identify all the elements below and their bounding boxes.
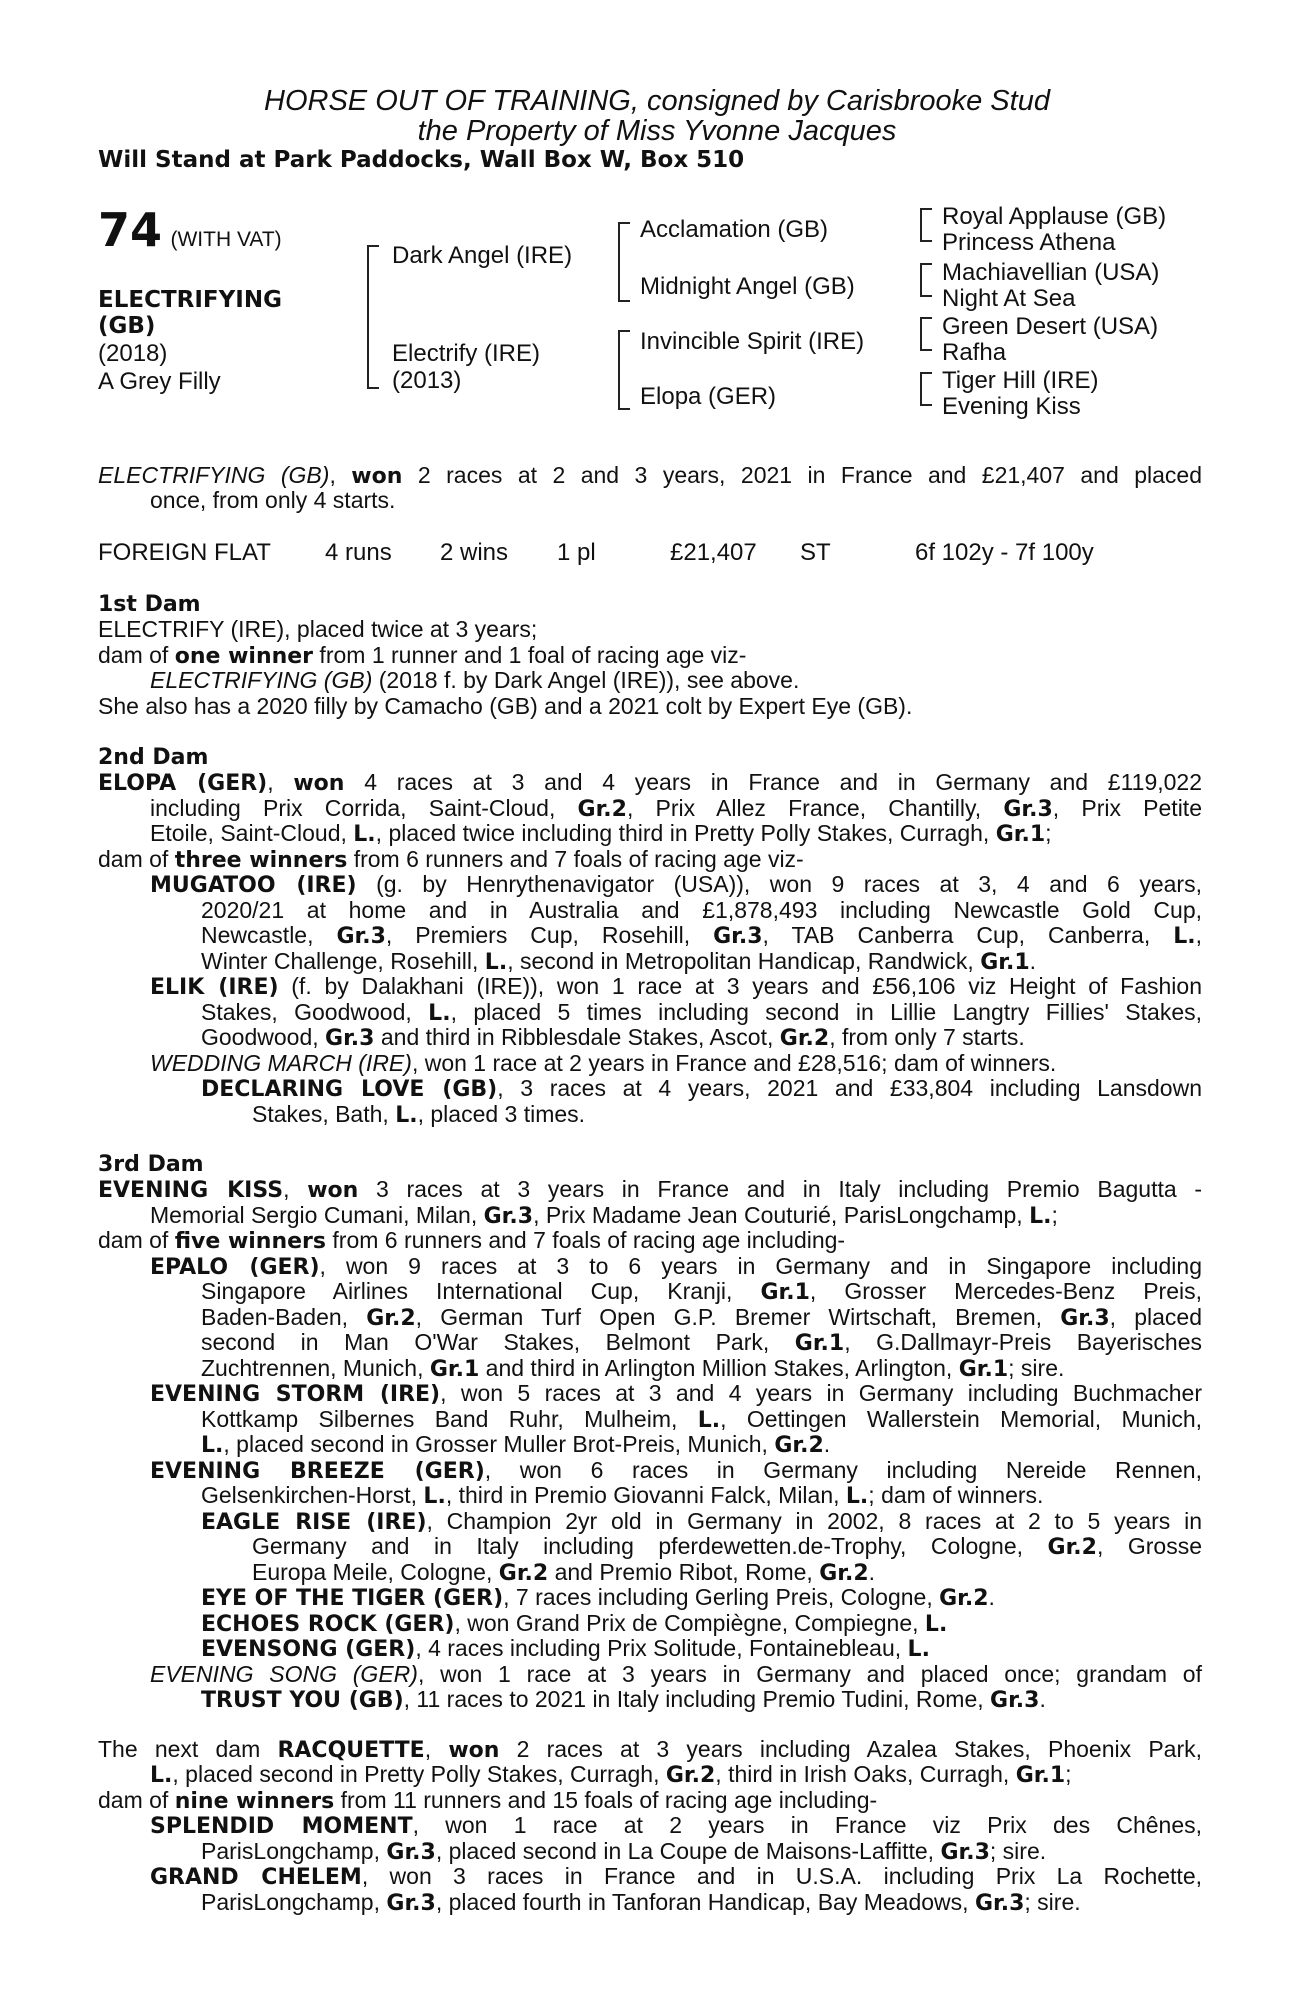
record-wins: 2 wins — [440, 539, 509, 566]
record-runs: 4 runs — [325, 539, 392, 566]
dss: Green Desert (USA) — [942, 313, 1159, 340]
dam-year: (2013) — [392, 367, 462, 394]
progeny-line: Stakes, Bath, L., placed 3 times. — [252, 1101, 586, 1128]
record-type: FOREIGN FLAT — [98, 539, 271, 566]
dam-text-line: dam of nine winners from 11 runners and 15 foals of racing age including- — [98, 1787, 878, 1814]
horse-description: A Grey Filly — [98, 368, 221, 395]
sire-sire: Acclamation (GB) — [640, 216, 829, 243]
record-going: ST — [800, 539, 831, 566]
progeny-line: EYE OF THE TIGER (GER), 7 races including Gerling Preis, Cologne, Gr.2. — [201, 1584, 995, 1611]
horse-name-line2: (GB) — [98, 313, 156, 339]
progeny-line: EPALO (GER), won 9 races at 3 to 6 years in Germany and in Singapore including — [150, 1253, 1202, 1280]
ddd: Evening Kiss — [942, 393, 1081, 420]
horse-year: (2018) — [98, 340, 168, 367]
progeny-line: TRUST YOU (GB), 11 races to 2021 in Italy including Premio Tudini, Rome, Gr.3. — [201, 1686, 1046, 1713]
dam-text-line: EVENING KISS, won 3 races at 3 years in France and in Italy including Premio Bagutta - — [98, 1176, 1203, 1203]
progeny-line: ELIK (IRE) (f. by Dalakhani (IRE)), won 1 race at 3 years and £56,106 viz Height of Fashion — [150, 973, 1202, 1000]
dam-text-line: L., placed second in Pretty Polly Stakes, Curragh, Gr.2, third in Irish Oaks, Curragh, Gr.1; — [150, 1761, 1072, 1788]
progeny-line: EVENSONG (GER), 4 races including Prix Solitude, Fontainebleau, L. — [201, 1635, 930, 1662]
progeny-line: Gelsenkirchen-Horst, L., third in Premio Giovanni Falck, Milan, L.; dam of winners. — [201, 1482, 1044, 1509]
dam-text-line: ELECTRIFYING (GB) (2018 f. by Dark Angel (IRE)), see above. — [150, 667, 800, 693]
progeny-line: Winter Challenge, Rosehill, L., second in Metropolitan Handicap, Randwick, Gr.1. — [201, 948, 1037, 975]
pedigree-brace — [920, 208, 932, 242]
progeny-line: Stakes, Goodwood, L., placed 5 times including second in Lillie Langtry Fillies' Stakes, — [201, 999, 1203, 1026]
progeny-line: EAGLE RISE (IRE), Champion 2yr old in Germany in 2002, 8 races at 2 to 5 years in — [201, 1508, 1202, 1535]
dam: Electrify (IRE) — [392, 340, 541, 367]
pedigree-brace — [618, 330, 630, 410]
sds: Machiavellian (USA) — [942, 259, 1160, 286]
sss: Royal Applause (GB) — [942, 203, 1167, 230]
progeny-line: WEDDING MARCH (IRE), won 1 race at 2 years in France and £28,516; dam of winners. — [150, 1050, 1057, 1076]
dam-text-line: ELECTRIFY (IRE), placed twice at 3 years; — [98, 616, 538, 642]
section-heading: 1st Dam — [98, 592, 201, 617]
pedigree-brace — [920, 372, 932, 406]
dam-text-line: She also has a 2020 filly by Camacho (GB) and a 2021 colt by Expert Eye (GB). — [98, 693, 913, 719]
dam-dam: Elopa (GER) — [640, 383, 777, 410]
progeny-line: second in Man O'War Stakes, Belmont Park, Gr.1, G.Dallmayr-Preis Bayerisches — [201, 1329, 1202, 1356]
sire-dam: Midnight Angel (GB) — [640, 273, 855, 300]
record-earnings: £21,407 — [670, 539, 757, 566]
progeny-line: EVENING SONG (GER), won 1 race at 3 years in Germany and placed once; grandam of — [150, 1661, 1202, 1687]
summary-line: ELECTRIFYING (GB), won 2 races at 2 and 3 years, 2021 in France and £21,407 and placed — [98, 462, 1202, 489]
progeny-line: GRAND CHELEM, won 3 races in France and in U.S.A. including Prix La Rochette, — [150, 1863, 1202, 1890]
lot-block — [98, 205, 282, 255]
sdd: Night At Sea — [942, 285, 1076, 312]
dam-text-line: dam of three winners from 6 runners and 7 foals of racing age viz- — [98, 846, 804, 873]
progeny-line: SPLENDID MOMENT, won 1 race at 2 years in France viz Prix des Chênes, — [150, 1812, 1203, 1839]
progeny-line: Zuchtrennen, Munich, Gr.1 and third in Arlington Million Stakes, Arlington, Gr.1; sire. — [201, 1355, 1065, 1382]
progeny-line: MUGATOO (IRE) (g. by Henrythenavigator (USA)), won 9 races at 3, 4 and 6 years, — [150, 871, 1202, 898]
ssd: Princess Athena — [942, 229, 1116, 256]
stand-location: Will Stand at Park Paddocks, Wall Box W, Box 510 — [98, 147, 745, 173]
pedigree-brace — [920, 317, 932, 351]
dam-text-line: dam of five winners from 6 runners and 7 foals of racing age including- — [98, 1227, 846, 1254]
section-heading: 2nd Dam — [98, 745, 209, 770]
horse-details — [98, 340, 221, 396]
dam-text-line: including Prix Corrida, Saint-Cloud, Gr.2, Prix Allez France, Chantilly, Gr.3, Prix Petite — [150, 795, 1202, 822]
progeny-line: Europa Meile, Cologne, Gr.2 and Premio Ribot, Rome, Gr.2. — [252, 1559, 876, 1586]
catalogue-subtitle: the Property of Miss Yvonne Jacques — [417, 115, 897, 147]
progeny-line: ParisLongchamp, Gr.3, placed second in La Coupe de Maisons-Laffitte, Gr.3; sire. — [201, 1838, 1047, 1865]
record-distance: 6f 102y - 7f 100y — [915, 539, 1094, 566]
lot-number: 74 — [98, 203, 163, 257]
record-placed: 1 pl — [557, 539, 596, 566]
pedigree-brace — [920, 263, 932, 297]
horse-name — [98, 287, 282, 339]
catalogue-title: HORSE OUT OF TRAINING, consigned by Carisbrooke Stud — [264, 85, 1050, 117]
progeny-line: ECHOES ROCK (GER), won Grand Prix de Compiègne, Compiegne, L. — [201, 1610, 948, 1637]
dsd: Rafha — [942, 339, 1007, 366]
progeny-line: DECLARING LOVE (GB), 3 races at 4 years, 2021 and £33,804 including Lansdown — [201, 1075, 1202, 1102]
dam-text-line: Memorial Sergio Cumani, Milan, Gr.3, Prix Madame Jean Couturié, ParisLongchamp, L.; — [150, 1202, 1058, 1229]
pedigree-brace — [618, 222, 630, 302]
vat-label: (WITH VAT) — [170, 228, 282, 251]
dds: Tiger Hill (IRE) — [942, 367, 1099, 394]
pedigree-brace — [367, 245, 379, 389]
progeny-line: Goodwood, Gr.3 and third in Ribblesdale Stakes, Ascot, Gr.2, from only 7 starts. — [201, 1024, 1025, 1051]
section-heading: 3rd Dam — [98, 1152, 204, 1177]
progeny-line: 2020/21 at home and in Australia and £1,878,493 including Newcastle Gold Cup, — [201, 897, 1202, 923]
dam-text-line: Etoile, Saint-Cloud, L., placed twice including third in Pretty Polly Stakes, Curragh, Gr.1; — [150, 820, 1052, 847]
horse-name-line1: ELECTRIFYING — [98, 287, 282, 313]
dam-text-line: dam of one winner from 1 runner and 1 foal of racing age viz- — [98, 642, 747, 669]
progeny-line: Germany and in Italy including pferdewetten.de-Trophy, Cologne, Gr.2, Grosse — [252, 1533, 1202, 1560]
sire: Dark Angel (IRE) — [392, 242, 573, 269]
progeny-line: ParisLongchamp, Gr.3, placed fourth in Tanforan Handicap, Bay Meadows, Gr.3; sire. — [201, 1889, 1081, 1916]
progeny-line: Baden-Baden, Gr.2, German Turf Open G.P. Bremer Wirtschaft, Bremen, Gr.3, placed — [201, 1304, 1202, 1331]
dam-text-line: ELOPA (GER), won 4 races at 3 and 4 years in France and in Germany and £119,022 — [98, 769, 1203, 796]
dam-text-line: The next dam RACQUETTE, won 2 races at 3 years including Azalea Stakes, Phoenix Park, — [98, 1736, 1202, 1763]
dam-sire: Invincible Spirit (IRE) — [640, 328, 865, 355]
progeny-line: EVENING STORM (IRE), won 5 races at 3 and 4 years in Germany including Buchmacher — [150, 1380, 1202, 1407]
progeny-line: L., placed second in Grosser Muller Brot-Preis, Munich, Gr.2. — [201, 1431, 831, 1458]
progeny-line: EVENING BREEZE (GER), won 6 races in Germany including Nereide Rennen, — [150, 1457, 1202, 1484]
progeny-line: Singapore Airlines International Cup, Kranji, Gr.1, Grosser Mercedes-Benz Preis, — [201, 1278, 1202, 1305]
summary-line: once, from only 4 starts. — [150, 487, 396, 513]
progeny-line: Newcastle, Gr.3, Premiers Cup, Rosehill, Gr.3, TAB Canberra Cup, Canberra, L., — [201, 922, 1202, 949]
progeny-line: Kottkamp Silbernes Band Ruhr, Mulheim, L., Oettingen Wallerstein Memorial, Munich, — [201, 1406, 1203, 1433]
